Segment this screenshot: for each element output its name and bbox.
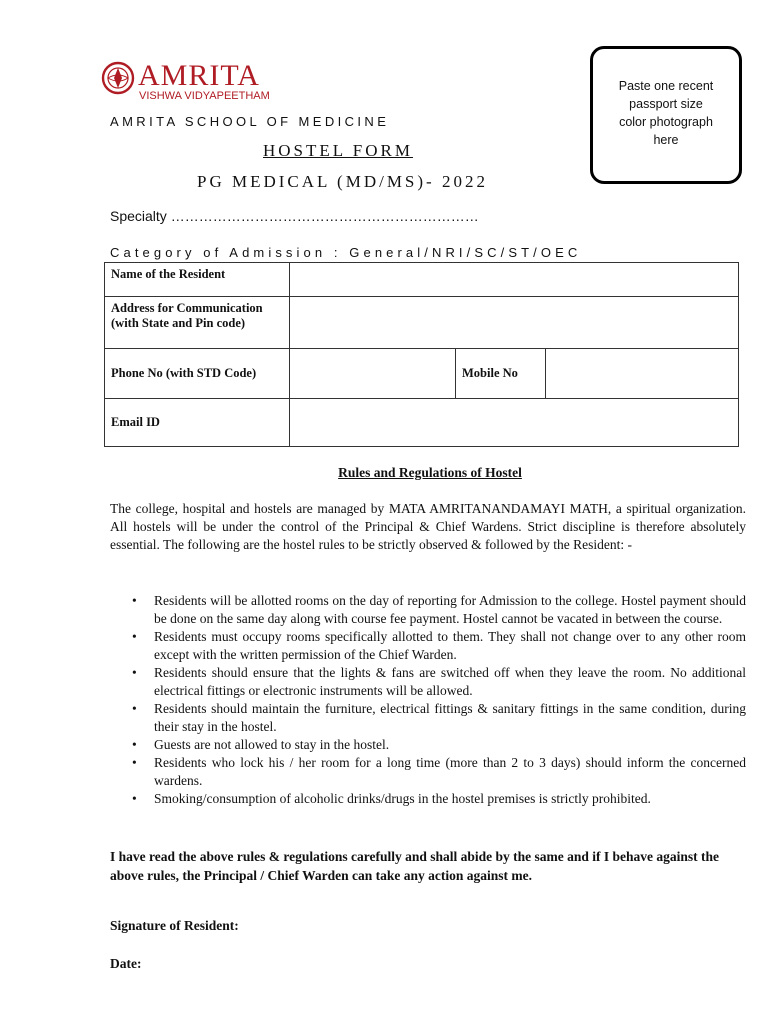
email-label: Email ID <box>105 399 290 447</box>
address-input[interactable] <box>290 297 739 349</box>
list-item: • Residents should ensure that the lights & fans are switched off when they leave the room. No additional electrical fittings or electronic instruments will be allowed. <box>154 664 746 700</box>
amrita-emblem-icon <box>100 60 136 100</box>
address-label: Address for Communication (with State and Pin code) <box>105 297 290 349</box>
list-item: • Residents must occupy rooms specifically allotted to them. They shall not change over to any other room except with the written permission of the Chief Warden. <box>154 628 746 664</box>
photo-instruction-text: Paste one recent passport size color photograph here <box>618 79 714 147</box>
name-label: Name of the Resident <box>105 263 290 297</box>
rules-intro: The college, hospital and hostels are managed by MATA AMRITANANDAMAYI MATH, a spiritual organization. All hostels will be under the control of the Principal & Chief Wardens. Strict discipline is therefore absolutely essential. The following are the hostel rules to be strictly observed & followed by the Resident: - <box>110 501 746 552</box>
program-title: PG MEDICAL (MD/MS)- 2022 <box>197 172 488 191</box>
form-title: HOSTEL FORM <box>263 141 413 160</box>
mobile-label: Mobile No <box>456 349 546 399</box>
list-item: • Residents will be allotted rooms on the day of reporting for Admission to the college. Hostel payment should be done on the same day along with course fee payment. Hostel cannot be vacated in between the course. <box>154 592 746 628</box>
category-of-admission: Category of Admission : General/NRI/SC/ST/OEC <box>110 245 582 260</box>
declaration: I have read the above rules & regulations carefully and shall abide by the same and if I behave against the above rules, the Principal / Chief Warden can take any action against me. <box>110 849 720 883</box>
school-name: AMRITA SCHOOL OF MEDICINE <box>110 114 390 129</box>
photo-instruction <box>593 77 739 149</box>
phone-input[interactable] <box>290 349 456 399</box>
rules-heading: Rules and Regulations of Hostel <box>338 465 522 480</box>
resident-details-table <box>104 262 739 447</box>
photo-box[interactable] <box>590 46 742 184</box>
phone-label: Phone No (with STD Code) <box>105 349 290 399</box>
name-input[interactable] <box>290 263 739 297</box>
list-item: • Smoking/consumption of alcoholic drinks/drugs in the hostel premises is strictly prohibited. <box>154 790 746 808</box>
rules-list <box>110 592 746 808</box>
list-item: • Residents who lock his / her room for a long time (more than 2 to 3 days) should inform the concerned wardens. <box>154 754 746 790</box>
email-input[interactable] <box>290 399 739 447</box>
signature-label: Signature of Resident: <box>110 918 239 933</box>
specialty-field[interactable]: Specialty ………………………………………………………… <box>110 208 479 224</box>
logo-subtitle: VISHWA VIDYAPEETHAM <box>139 90 270 102</box>
date-label: Date: <box>110 956 142 971</box>
list-item: • Guests are not allowed to stay in the hostel. <box>154 736 746 754</box>
mobile-input[interactable] <box>546 349 739 399</box>
amrita-logo <box>100 60 300 108</box>
list-item: • Residents should maintain the furniture, electrical fittings & sanitary fittings in the same condition, during their stay in the hostel. <box>154 700 746 736</box>
logo-title: AMRITA <box>138 59 260 92</box>
